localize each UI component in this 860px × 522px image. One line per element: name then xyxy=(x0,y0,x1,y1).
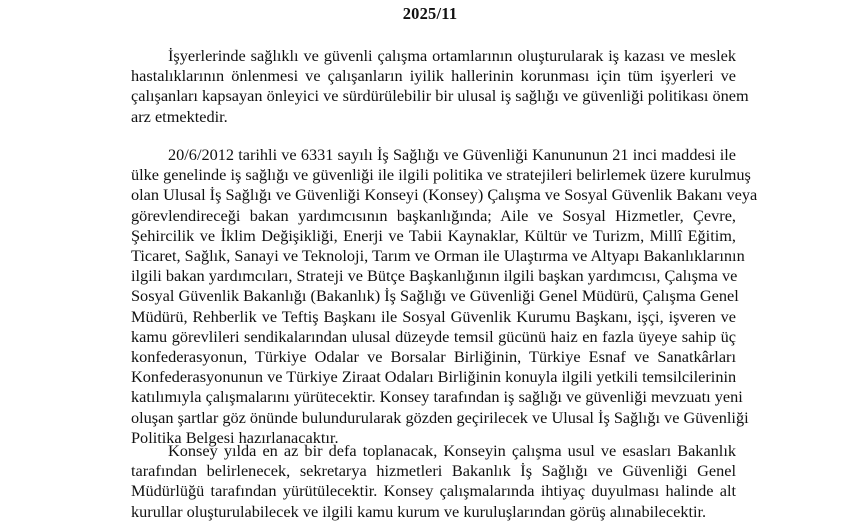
text-line: konfederasyonun, Türkiye Odalar ve Borsalar Birliğinin, Türkiye Esnaf ve Sanatkârları xyxy=(131,347,736,366)
text-line: Konsey yılda en az bir defa toplanacak, Konseyin çalışma usul ve esasları Bakanlık xyxy=(168,441,736,460)
text-line: Şehircilik ve İklim Değişikliği, Enerji ve Tabii Kaynaklar, Kültür ve Turizm, Millî Eğitim, xyxy=(131,225,736,245)
text-line: Sosyal Güvenlik Bakanlığı (Bakanlık) İş Sağlığı ve Güvenliği Genel Müdürü, Çalışma Genel xyxy=(131,286,739,306)
text-line: kamu görevlileri sendikalarından ulusal düzeyde temsil gücünü haiz en fazla üyeye sahip üç xyxy=(131,326,736,346)
text-line: Ticaret, Sağlık, Sanayi ve Teknoloji, Tarım ve Orman ile Ulaştırma ve Altyapı Bakanlıklarının xyxy=(131,246,745,265)
text-line: olan Ulusal İş Sağlığı ve Güvenliği Konseyi (Konsey) Çalışma ve Sosyal Güvenlik Bakanı veya xyxy=(131,185,758,205)
text-line: kurullar oluşturulabilecek ve ilgili kamu kurum ve kuruluşlarından görüş alınabilecektir. xyxy=(131,501,707,521)
text-line: İşyerlerinde sağlıklı ve güvenli çalışma ortamlarının oluşturularak iş kazası ve meslek xyxy=(168,46,736,65)
text-line: 20/6/2012 tarihli ve 6331 sayılı İş Sağlığı ve Güvenliği Kanununun 21 inci maddesi ile xyxy=(168,145,736,164)
document-number: 2025/11 xyxy=(402,4,458,23)
text-line: çalışanları kapsayan önleyici ve sürdürülebilir bir ulusal iş sağlığı ve güvenliği politikası önem xyxy=(131,86,749,106)
text-line: oluşan şartlar göz önünde bulundurularak gözden geçirilecek ve Ulusal İş Sağlığı ve Güvenliği xyxy=(131,407,749,427)
text-line: ülke genelinde iş sağlığı ve güvenliği ile ilgili politika ve stratejileri belirlemek üzere kurulmuş xyxy=(131,165,751,185)
text-line: ilgili bakan yardımcıları, Strateji ve Bütçe Başkanlığının ilgili başkan yardımcısı, Çalışma ve xyxy=(131,266,738,286)
text-line: Politika Belgesi hazırlanacaktır. xyxy=(131,427,339,447)
text-line: arz etmektedir. xyxy=(131,106,228,126)
text-line: hastalıklarının önlenmesi ve çalışanların iyilik hallerinin korunması için tüm işyerleri ve xyxy=(131,66,736,86)
text-line: Konfederasyonunun ve Türkiye Ziraat Odaları Birliğinin konuyla ilgili yetkili temsilcilerinin xyxy=(131,367,737,387)
text-line: tarafından belirlenecek, sekretarya hizmetleri Bakanlık İş Sağlığı ve Güvenliği Genel xyxy=(131,461,736,481)
text-line: Müdürlüğü tarafından yürütülecektir. Konsey çalışmalarında ihtiyaç duyulması halinde alt xyxy=(131,481,736,501)
text-line: Müdürü, Rehberlik ve Teftiş Başkanı ile Sosyal Güvenlik Kurumu Başkanı, işçi, işveren ve xyxy=(131,306,736,326)
text-line: görevlendireceği bakan yardımcısının başkanlığında; Aile ve Sosyal Hizmetler, Çevre, xyxy=(131,205,736,225)
text-line: katılımıyla çalışmalarını yürütecektir. Konsey tarafından iş sağlığı ve güvenliği mevzuatı yeni xyxy=(131,387,743,407)
